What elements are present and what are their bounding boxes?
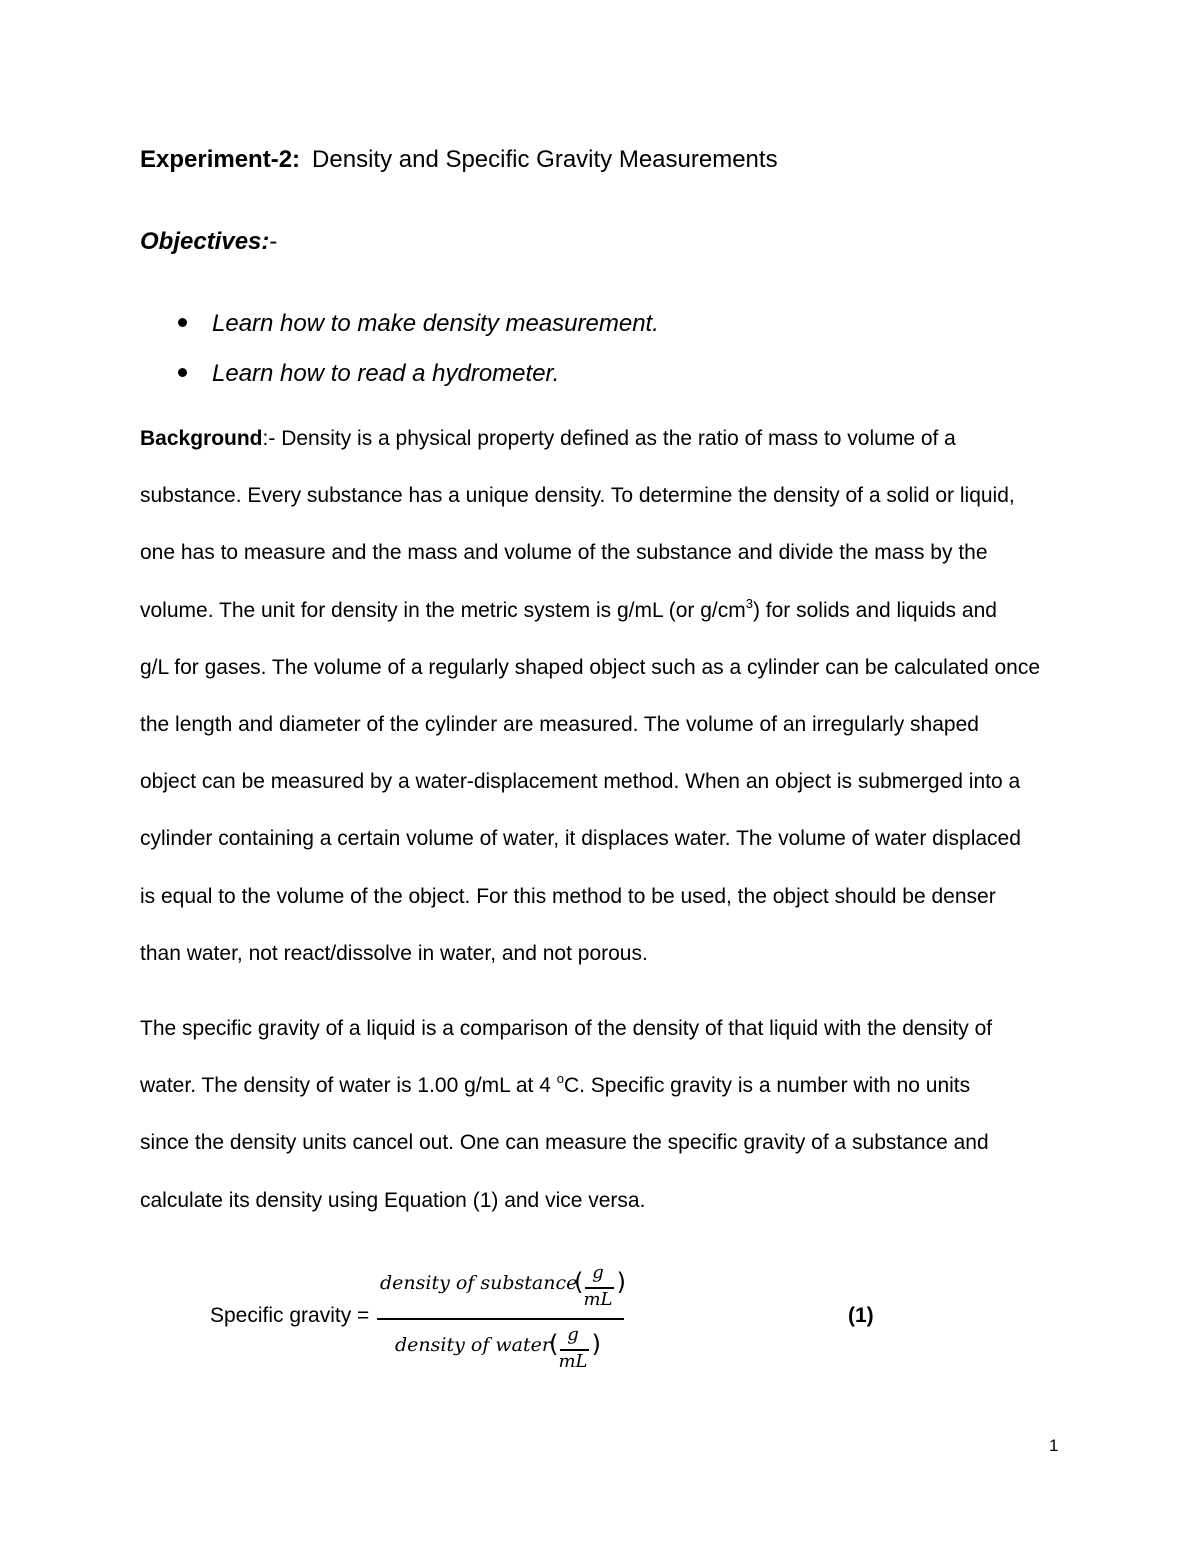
paragraph-line: the length and diameter of the cylinder are measured. The volume of an irregularly shaped bbox=[140, 712, 979, 736]
equation-fraction-bar bbox=[377, 1318, 624, 1320]
background-paragraph bbox=[140, 410, 1070, 982]
objectives-heading bbox=[140, 226, 277, 258]
paragraph-line: volume. The unit for density in the metric system is g/mL (or $g/cm^3$) for solids and liquids and bbox=[140, 595, 997, 622]
paragraph-line: object can be measured by a water-displacement method. When an object is submerged into a bbox=[140, 770, 1021, 794]
experiment-title-text: Density and Specific Gravity Measurements bbox=[312, 146, 778, 173]
denominator-text: density of water bbox=[395, 1334, 551, 1356]
paragraph-line: is equal to the volume of the object. For this method to be used, the object should be denser bbox=[140, 884, 996, 908]
paragraph-line: g/L for gases. The volume of a regularly shaped object such as a cylinder can be calculated once bbox=[140, 655, 1041, 679]
page-number: 1 bbox=[1049, 1436, 1059, 1455]
objective-text: Learn how to make density measurement. bbox=[212, 310, 659, 337]
equation-number: (1) bbox=[848, 1304, 874, 1327]
background-label: Background bbox=[140, 427, 263, 450]
equation-numerator bbox=[380, 1262, 626, 1316]
experiment-title bbox=[140, 144, 778, 176]
paragraph-line: one has to measure and the mass and volume of the substance and divide the mass by the bbox=[140, 541, 988, 565]
objective-item bbox=[172, 306, 659, 356]
bullet-icon bbox=[178, 368, 187, 377]
unit-denominator: mL bbox=[583, 1289, 613, 1310]
superscript: 3 bbox=[745, 595, 753, 611]
objectives-label: Objectives: bbox=[140, 228, 270, 255]
paragraph-line: water. The density of water is 1.00 g/mL at 4 $^o$C. Specific gravity is a number with no units bbox=[140, 1071, 971, 1098]
equation-lhs: Specific gravity = bbox=[210, 1304, 370, 1327]
unit-numerator: g bbox=[592, 1262, 604, 1283]
objective-text: Learn how to read a hydrometer. bbox=[212, 360, 560, 387]
objective-item bbox=[172, 356, 659, 406]
unit-numerator: g bbox=[567, 1324, 579, 1345]
bullet-icon bbox=[178, 318, 187, 327]
equation-denominator bbox=[395, 1324, 615, 1378]
unit-fraction: ( g mL ) bbox=[574, 1262, 626, 1310]
paragraph-line: than water, not react/dissolve in water, and not porous. bbox=[140, 941, 648, 965]
specific-gravity-equation bbox=[210, 1262, 890, 1382]
unit-fraction: ( g mL ) bbox=[549, 1324, 601, 1372]
objectives-list bbox=[172, 306, 659, 406]
paragraph-line: The specific gravity of a liquid is a comparison of the density of that liquid with the density of bbox=[140, 1017, 993, 1040]
paragraph-line: cylinder containing a certain volume of water, it displaces water. The volume of water displaced bbox=[140, 827, 1021, 851]
paragraph-line: calculate its density using Equation (1) and vice versa. bbox=[140, 1188, 646, 1212]
paragraph-line: Background:- Density is a physical property defined as the ratio of mass to volume of a bbox=[140, 427, 956, 450]
paragraph-line: since the density units cancel out. One can measure the specific gravity of a substance and bbox=[140, 1131, 989, 1155]
numerator-text: density of substance bbox=[380, 1272, 578, 1294]
objectives-suffix: - bbox=[269, 228, 278, 255]
specific-gravity-paragraph bbox=[140, 1000, 1070, 1229]
paragraph-line: substance. Every substance has a unique density. To determine the density of a solid or liquid, bbox=[140, 484, 1015, 508]
superscript: o bbox=[556, 1071, 564, 1087]
experiment-label: Experiment-2: bbox=[140, 146, 301, 173]
unit-denominator: mL bbox=[558, 1351, 588, 1372]
